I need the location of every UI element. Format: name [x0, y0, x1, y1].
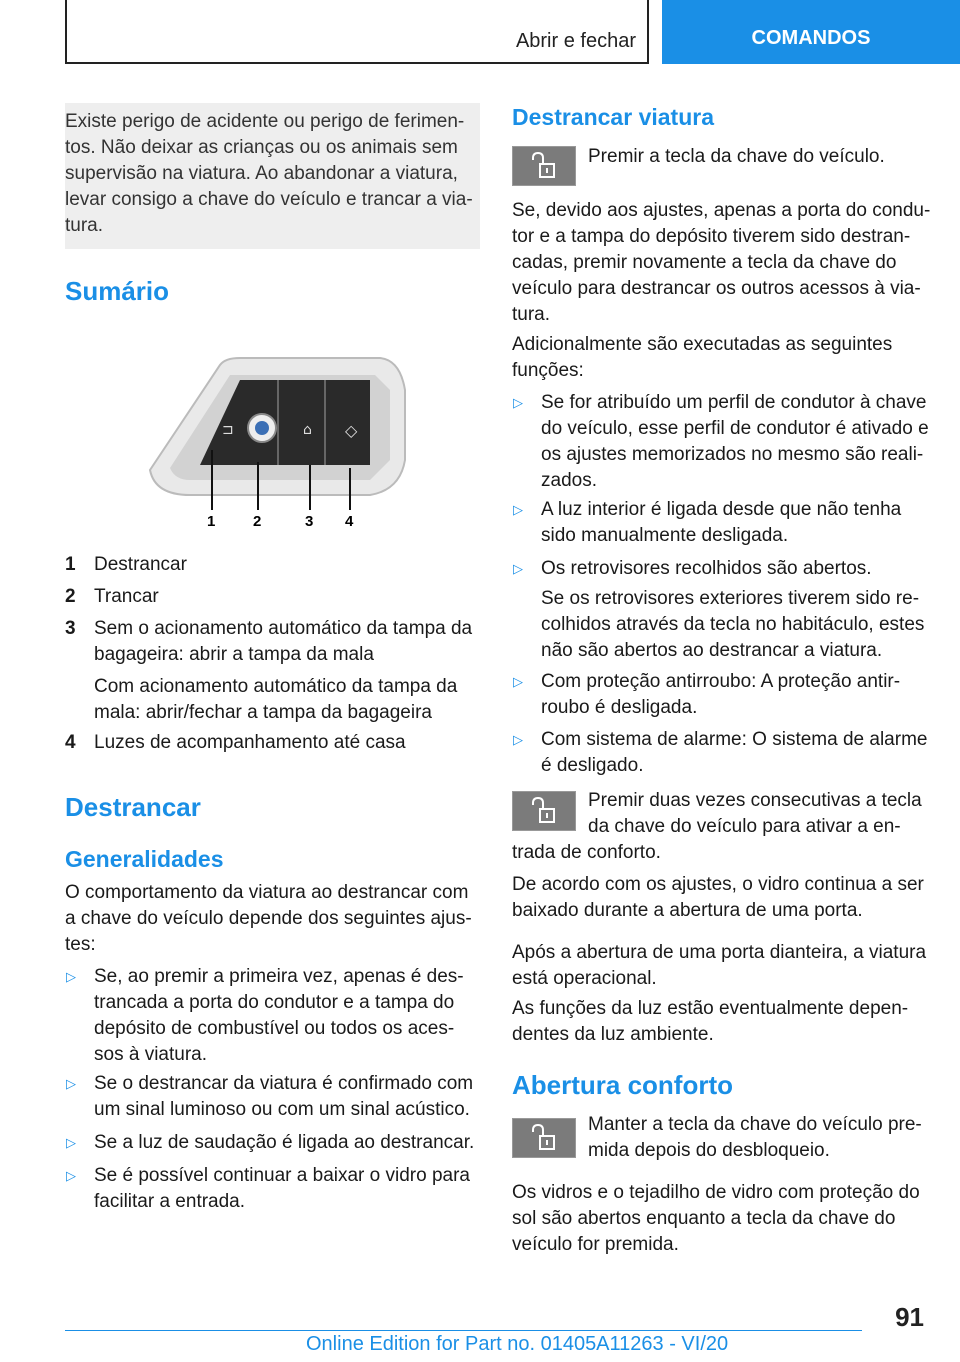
bullet-text: A luz interior é ligada desde que não tenha sido manualmente desligada. — [541, 499, 902, 546]
bullet-text: Se o destrancar da viatura é confirmado com um sinal luminoso ou com um sinal acústico. — [94, 1073, 474, 1120]
item-number: 3 — [65, 618, 76, 639]
heading-destrancar: Destrancar — [65, 792, 201, 822]
bullet-icon: ▷ — [513, 395, 523, 410]
heading-abertura-conforto: Abertura conforto — [512, 1070, 733, 1100]
bullet-icon: ▷ — [66, 1076, 76, 1091]
destrancar-intro: O comportamento da viatura ao destrancar com a chave do veículo depende dos seguintes ajus- tes: — [65, 882, 472, 955]
item-number: 2 — [65, 586, 76, 607]
bullet-icon: ▷ — [513, 561, 523, 576]
unlock-key-icon — [512, 791, 576, 831]
bullet-text: Os retrovisores recolhidos são abertos. — [541, 558, 872, 579]
bullet-text: Com proteção antirroubo: A proteção antir- roubo é desligada. — [541, 671, 901, 718]
warning-text: Existe perigo de acidente ou perigo de ferimen- tos. Não deixar as crianças ou os animais sem supervisão na viatura. Ao abandonar a viatura, levar consigo a chave do veículo e trancar a via- tura. — [65, 111, 473, 236]
key-fob-illustration — [130, 350, 412, 530]
heading-generalidades: Generalidades — [65, 846, 224, 872]
warning-box — [65, 103, 480, 249]
callout-2: 2 — [253, 513, 262, 530]
viatura-p1: Se, devido aos ajustes, apenas a porta do condu- tor e a tampa do depósito tiverem sido destran- cadas, premir novamente a tecla da chave do veículo para destrancar os outros acessos à via- tura. — [512, 200, 931, 325]
bullet-icon: ▷ — [513, 732, 523, 747]
item-number: 1 — [65, 554, 76, 575]
key1-text: Premir a tecla da chave do veículo. — [588, 146, 885, 167]
item-extra: Com acionamento automático da tampa da mala: abrir/fechar a tampa da bagageira — [94, 676, 458, 723]
bullet-icon: ▷ — [66, 969, 76, 984]
unlock-key-icon — [512, 1118, 576, 1158]
bullet-icon: ▷ — [513, 502, 523, 517]
bullet-text: Com sistema de alarme: O sistema de alarme é desligado. — [541, 729, 928, 776]
item-text: Destrancar — [94, 554, 187, 575]
viatura-p3: De acordo com os ajustes, o vidro continua a ser baixado durante a abertura de uma porta. — [512, 874, 924, 921]
item-text: Luzes de acompanhamento até casa — [94, 732, 406, 753]
item-number: 4 — [65, 732, 76, 753]
svg-text:⌂: ⌂ — [303, 422, 312, 438]
edition-text: Online Edition for Part no. 01405A11263 - VI/20 — [306, 1333, 729, 1355]
bullet-text: Se, ao premir a primeira vez, apenas é des- trancada a porta do condutor e a tampa do depósito de combustível ou todos os aces- sos à viatura. — [94, 966, 464, 1065]
bullet-icon: ▷ — [513, 674, 523, 689]
page-number: 91 — [895, 1302, 924, 1332]
bullet-text: Se a luz de saudação é ligada ao destrancar. — [94, 1132, 475, 1153]
bullet-extra: Se os retrovisores exteriores tiverem sido re- colhidos através da tecla no habitáculo, estes não são abertos ao destrancar a viatura. — [541, 588, 925, 661]
callout-4: 4 — [345, 513, 354, 530]
chapter-title: COMANDOS — [662, 0, 960, 64]
unlock-key-icon — [512, 146, 576, 186]
section-title: Abrir e fechar — [515, 30, 636, 52]
item-text: Trancar — [94, 586, 159, 607]
key2-continued: trada de conforto. — [512, 842, 661, 863]
bullet-text: Se for atribuído um perfil de condutor à chave do veículo, esse perfil de condutor é ativado e os ajustes memorizados no mesmo são reali- zados. — [541, 392, 929, 491]
item-text: Sem o acionamento automático da tampa da bagageira: abrir a tampa da mala — [94, 618, 473, 665]
callout-1: 1 — [207, 513, 216, 530]
heading-sumario: Sumário — [65, 276, 170, 306]
viatura-p5: As funções da luz estão eventualmente depen- dentes da luz ambiente. — [512, 998, 909, 1045]
bullet-text: Se é possível continuar a baixar o vidro para facilitar a entrada. — [94, 1165, 470, 1212]
conforto-key-text: Manter a tecla da chave do veículo pre- mida depois do desbloqueio. — [588, 1114, 922, 1161]
bullet-icon: ▷ — [66, 1135, 76, 1150]
callout-3: 3 — [305, 513, 314, 530]
key2-text: Premir duas vezes consecutivas a tecla da chave do veículo para ativar a en- — [588, 790, 922, 837]
bullet-icon: ▷ — [66, 1168, 76, 1183]
conforto-p: Os vidros e o tejadilho de vidro com proteção do sol são abertos enquanto a tecla da chave do veículo for premida. — [512, 1182, 920, 1255]
footer-rule — [65, 1330, 862, 1331]
viatura-p4: Após a abertura de uma porta dianteira, a viatura está operacional. — [512, 942, 927, 989]
svg-text:⊐: ⊐ — [222, 422, 234, 438]
svg-text:◇: ◇ — [345, 421, 358, 440]
viatura-p2: Adicionalmente são executadas as seguintes funções: — [512, 334, 893, 381]
heading-destrancar-viatura: Destrancar viatura — [512, 104, 714, 130]
